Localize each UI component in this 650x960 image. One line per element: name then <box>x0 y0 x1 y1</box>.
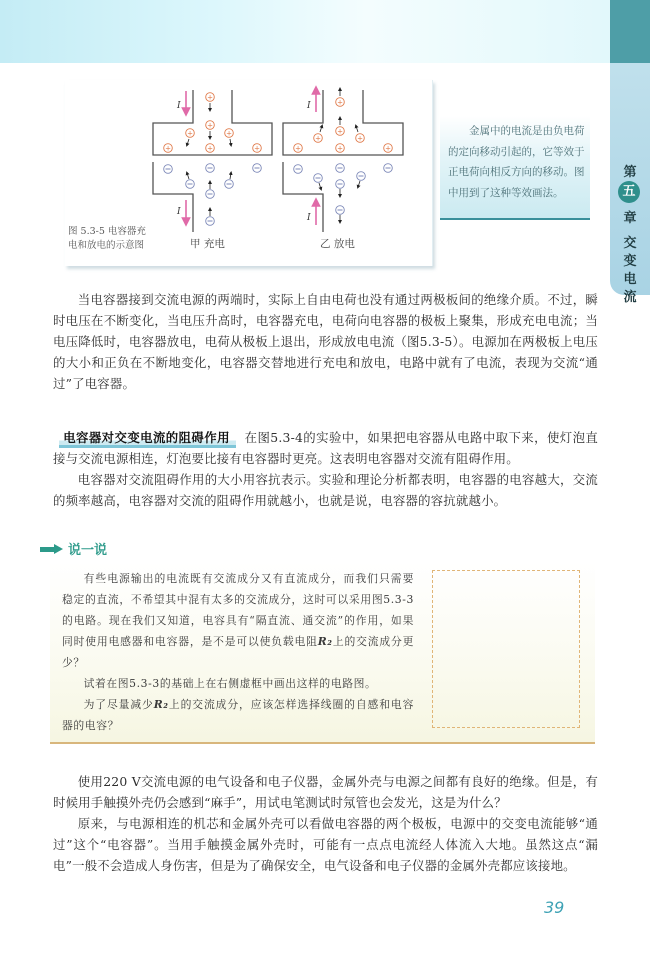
svg-text:+: + <box>254 144 260 153</box>
paragraph-1: 当电容器接到交流电源的两端时，实际上自由电荷也没有通过两极板间的绝缘介质。不过，瞬时电压在不断变化，当电压升高时，电容器充电，电荷向电容器的极板上聚集，形成充电电流；当电压降低时，电容器放电，电荷从极板上退出，形成放电电流（图5.3-5）。电源加在两极板上电压的大小和正负在不断地变化，电容器交替地进行充电和放电，电路中就有了电流，表现为交流“通过”了电容器。 <box>53 292 598 391</box>
chapter-title: 交变电流 <box>623 236 637 305</box>
chapter-number-badge: 五 <box>618 181 640 203</box>
top-tab <box>610 0 650 63</box>
svg-text:+: + <box>207 121 213 130</box>
svg-text:I: I <box>307 101 311 111</box>
panel-label-discharging: 乙 放电 <box>320 238 355 250</box>
svg-text:+: + <box>207 144 213 153</box>
panel-label-charging: 甲 充电 <box>190 238 225 250</box>
discussion-title: 说一说 <box>68 543 108 558</box>
section-leakage <box>53 771 598 876</box>
paragraph-2-text: 在图5.3-4的实验中，如果把电容器从电路中取下来，使灯泡直接与交流电源相连，灯泡要比接有电容器时更亮。这表明电容器对交流有阻碍作用。 <box>53 430 598 466</box>
caption-line-2: 电和放电的示意图 <box>68 240 145 251</box>
margin-note-text: 金属中的电流是由负电荷的定向移动引起的，它等效于正电荷向相反方向的移动。图中用到了这种等效画法。 <box>448 125 585 199</box>
discussion-text <box>62 568 414 736</box>
discussion-header <box>40 539 107 558</box>
svg-text:+: + <box>385 144 391 153</box>
svg-text:I: I <box>177 101 181 111</box>
text-part: 为了尽量减少 <box>83 698 154 711</box>
caption-line-1: 图 5.3-5 电容器充 <box>68 226 146 237</box>
chapter-sidebar <box>610 63 650 305</box>
variable-r2: R₂ <box>317 635 333 648</box>
drawing-area-dashed-box[interactable] <box>432 570 580 728</box>
text-part: 上的交流成分更少？ <box>62 635 415 669</box>
paragraph-2 <box>53 427 598 469</box>
text-part: 有些电源输出的电流既有交流成分又有直流成分，而我们只需要稳定的直流，不希望其中混有太多的交流成分，这时可以采用图5.3-3的电路。现在我们又知道，电容具有“隔直流、通交流”的作用，如果同时使用电感器和电容器，是不是可以使负载电阻 <box>62 572 414 648</box>
discussion-paragraph-1 <box>62 568 414 673</box>
figure-caption <box>68 225 148 253</box>
top-band <box>0 0 610 63</box>
svg-text:+: + <box>207 93 213 102</box>
svg-text:+: + <box>187 129 193 138</box>
chapter-prefix: 第 <box>623 165 637 180</box>
margin-note <box>440 116 590 220</box>
page-number: 39 <box>544 898 565 917</box>
discussion-paragraph-2: 试着在图5.3-3的基础上在右侧虚框中画出这样的电路图。 <box>83 677 377 690</box>
paragraph-4: 使用220 V交流电源的电气设备和电子仪器，金属外壳与电源之间都有良好的绝缘。但是，有时候用手触摸外壳仍会感到“麻手”，用试电笔测试时氖管也会发光，这是为什么？ <box>53 774 598 810</box>
discussion-paragraph-3 <box>62 694 414 736</box>
variable-r2: R₂ <box>153 698 169 711</box>
svg-text:I: I <box>307 213 311 223</box>
svg-text:+: + <box>295 144 301 153</box>
paragraph-5: 原来，与电源相连的机芯和金属外壳可以看做电容器的两个极板，电源中的交变电流能够“通过”这个“电容器”。当用手触摸金属外壳时，可能有一点点电流经人体流入大地。虽然这点“漏电”一般不会造成人身伤害，但是为了确保安全，电气设备和电子仪器的金属外壳都应该接地。 <box>53 816 598 873</box>
section-heading: 电容器对交变电流的阻碍作用 <box>59 430 236 448</box>
svg-text:+: + <box>226 129 232 138</box>
arrow-right-icon <box>40 544 64 554</box>
section-capacitive-reactance <box>53 427 598 511</box>
svg-text:+: + <box>165 144 171 153</box>
svg-text:+: + <box>357 134 363 143</box>
paragraph-3: 电容器对交流阻碍作用的大小用容抗表示。实验和理论分析都表明，电容器的电容越大，交流的频率越高，电容器对交流的阻碍作用就越小，也就是说，电容器的容抗就越小。 <box>53 472 598 508</box>
svg-text:+: + <box>337 127 343 136</box>
text-part: 上的交流成分，应该怎样选择线圈的自感和电容器的电容？ <box>62 698 414 732</box>
paragraph-charging-explanation <box>53 289 598 394</box>
svg-text:+: + <box>337 144 343 153</box>
svg-text:I: I <box>177 207 181 217</box>
svg-text:+: + <box>315 134 321 143</box>
chapter-suffix: 章 <box>623 211 637 226</box>
svg-text:+: + <box>337 98 343 107</box>
